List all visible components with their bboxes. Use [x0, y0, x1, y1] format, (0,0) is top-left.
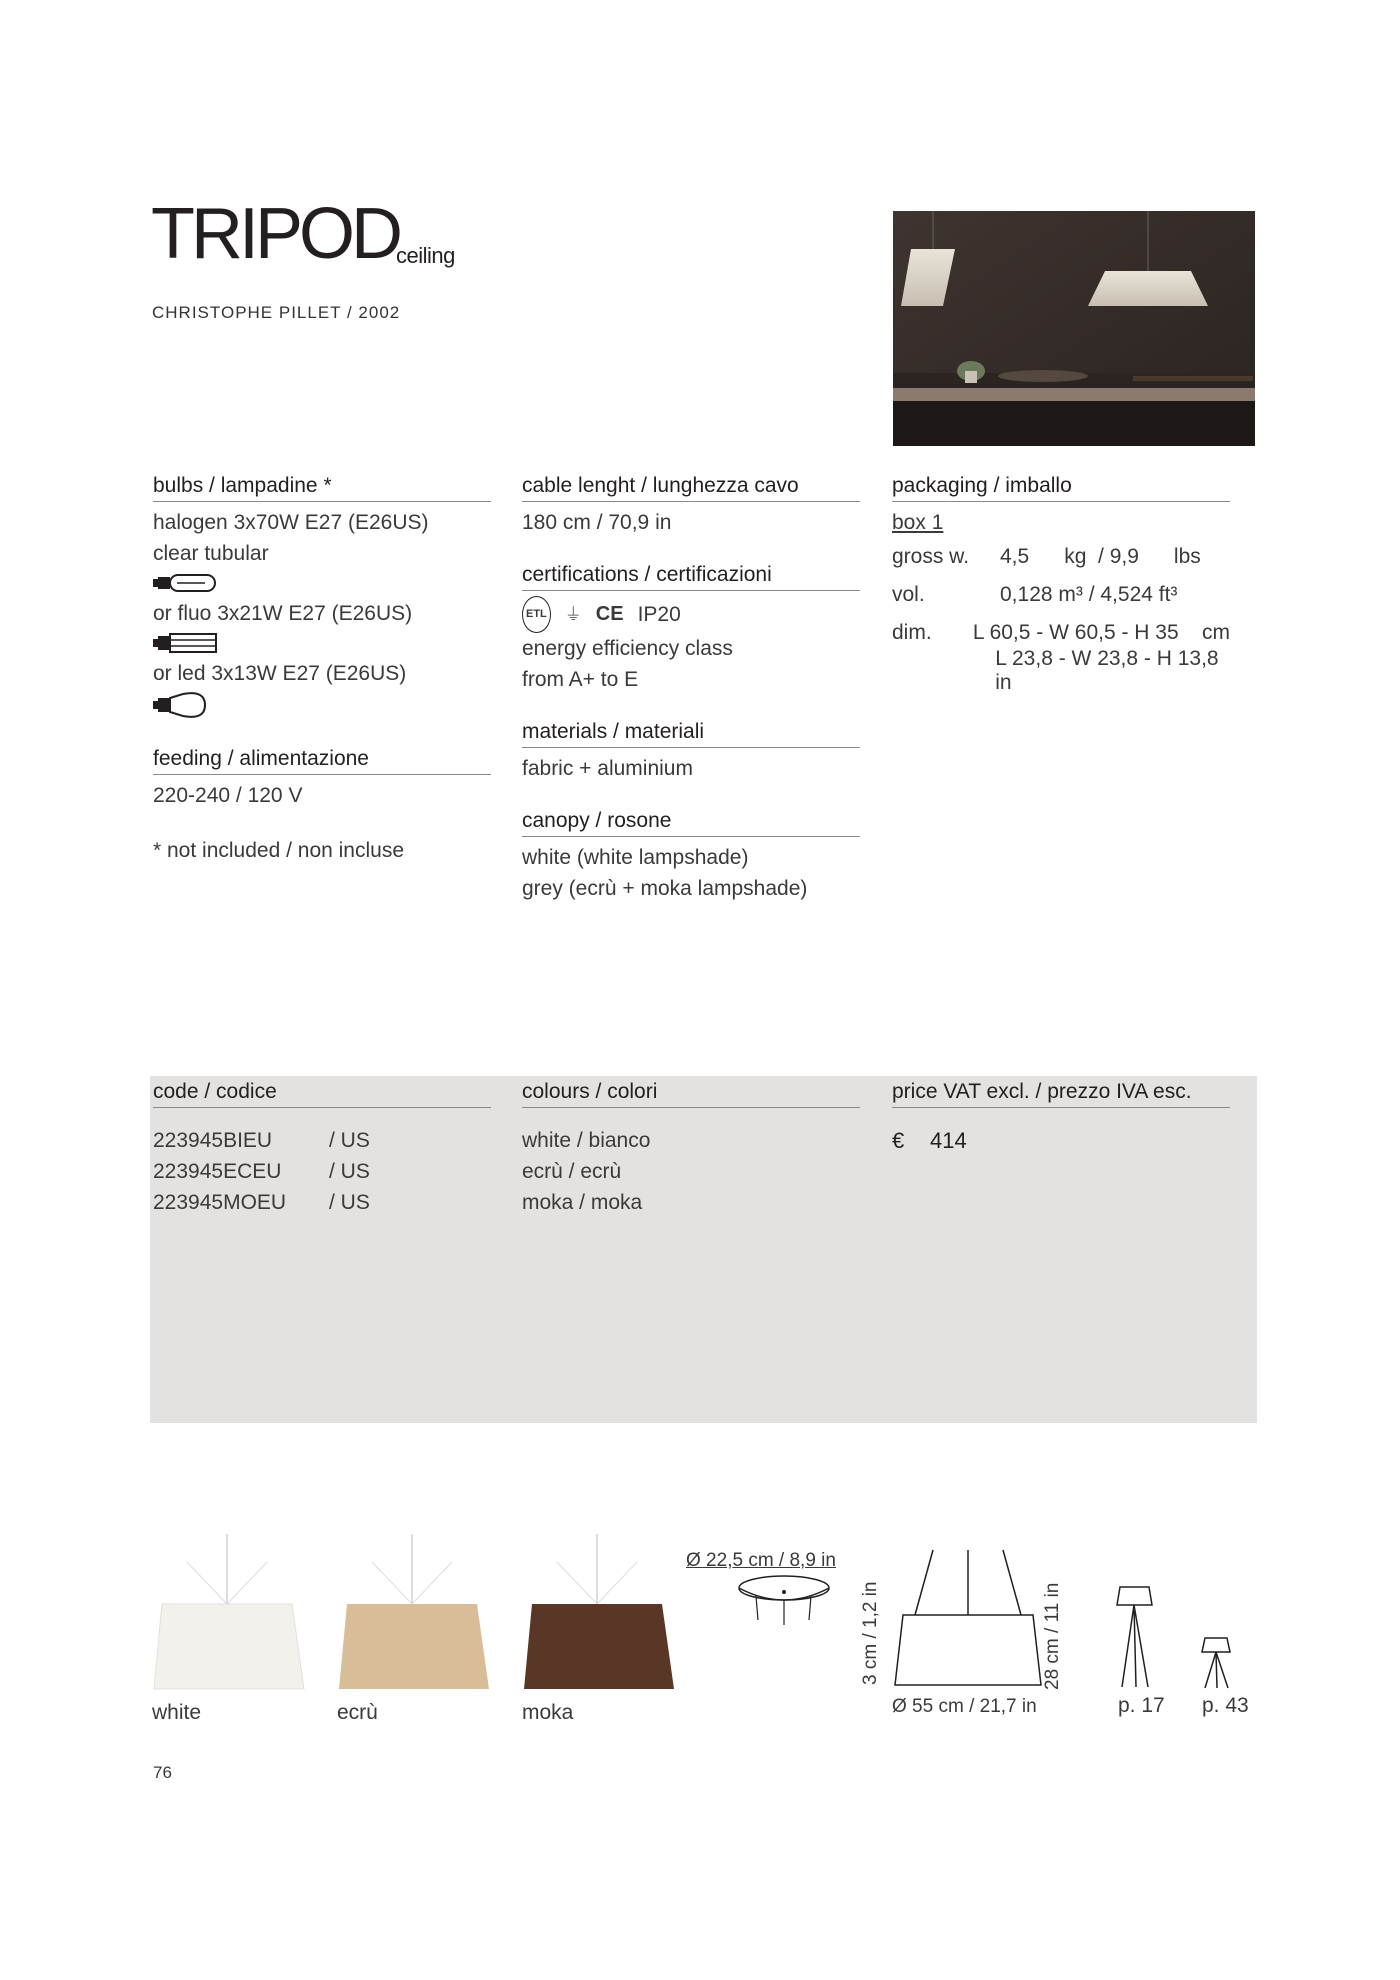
feeding-heading: feeding / alimentazione: [153, 746, 491, 775]
led-bulb-icon: [153, 690, 219, 720]
variant-label: ecrù: [337, 1701, 378, 1724]
code-suffix: / US: [329, 1160, 370, 1183]
materials-heading: materials / materiali: [522, 719, 860, 748]
dimensions-in: L 23,8 - W 23,8 - H 13,8 in: [995, 647, 1219, 694]
price-section: [892, 1079, 1230, 1156]
floor-lamp-icon: [1112, 1585, 1157, 1690]
bulbs-led: or led 3x13W E27 (E26US): [153, 662, 407, 685]
variant-ecru: [337, 1534, 492, 1725]
shade-diameter-label: Ø 55 cm / 21,7 in: [892, 1696, 1037, 1717]
canopy-height-label: 3 cm / 1,2 in: [860, 1581, 881, 1685]
shade-height-label: 28 cm / 11 in: [1042, 1582, 1063, 1690]
cable-value: 180 cm / 70,9 in: [522, 511, 672, 534]
bulbs-fluo: or fluo 3x21W E27 (E26US): [153, 602, 413, 625]
ce-icon: CE: [595, 603, 624, 625]
specs-section: [522, 473, 860, 904]
not-included-note: * not included / non incluse: [153, 839, 405, 862]
canopy-heading: canopy / rosone: [522, 808, 860, 837]
dimensions-cm: L 60,5 - W 60,5 - H 35 cm: [972, 621, 1230, 644]
page-number: 76: [153, 1763, 172, 1782]
variant-white: [152, 1534, 307, 1725]
price-row: [892, 1125, 1230, 1156]
code-row: [153, 1156, 491, 1187]
variant-shade: [339, 1604, 489, 1689]
designer-credit: CHRISTOPHE PILLET / 2002: [152, 303, 401, 322]
codes-section: [153, 1079, 491, 1218]
code-value: 223945ECEU: [153, 1160, 282, 1183]
canopy-diameter-label: Ø 22,5 cm / 8,9 in: [686, 1550, 836, 1571]
lamp-moka-image: [522, 1534, 677, 1694]
ground-icon: ⏚: [564, 605, 582, 624]
colour-item: white / bianco: [522, 1129, 651, 1152]
packaging-section: [892, 473, 1230, 694]
fluo-bulb-icon: [153, 630, 219, 656]
volume-label: vol.: [892, 583, 925, 606]
product-photo: [893, 211, 1255, 446]
shade-drawing: [893, 1545, 1043, 1695]
bulbs-halogen-type: clear tubular: [153, 542, 269, 565]
materials-value: fabric + aluminium: [522, 757, 693, 780]
certification-marks: [522, 596, 860, 633]
dimensions-in-row: [892, 647, 1230, 694]
variant-shade: [524, 1604, 674, 1689]
code-row: [153, 1125, 491, 1156]
volume-value: 0,128 m³ / 4,524 ft³: [1000, 583, 1178, 606]
ip-rating: IP20: [637, 603, 681, 626]
product-subtitle: ceiling: [396, 243, 455, 268]
energy-class-line2: from A+ to E: [522, 668, 639, 691]
bulbs-halogen: halogen 3x70W E27 (E26US): [153, 511, 429, 534]
colours-section: [522, 1079, 860, 1218]
canopy-grey: grey (ecrù + moka lampshade): [522, 877, 808, 900]
currency-symbol: €: [892, 1128, 905, 1153]
colour-item: moka / moka: [522, 1191, 643, 1214]
bulbs-section: [153, 473, 491, 866]
code-value: 223945BIEU: [153, 1129, 273, 1152]
energy-class-line1: energy efficiency class: [522, 637, 733, 660]
dimensions-label: dim.: [892, 621, 932, 644]
code-row: [153, 1187, 491, 1218]
volume-row: [892, 576, 1230, 614]
gross-weight-row: [892, 538, 1230, 576]
canopy-drawing: [736, 1570, 836, 1640]
related-page-link[interactable]: p. 17: [1118, 1694, 1165, 1717]
variant-moka: [522, 1534, 677, 1725]
gross-weight-label: gross w.: [892, 545, 970, 568]
code-suffix: / US: [329, 1129, 370, 1152]
etl-icon: ETL: [522, 596, 551, 633]
product-title: TRIPOD: [151, 194, 400, 274]
code-suffix: / US: [329, 1191, 370, 1214]
lamp-ecru-image: [337, 1534, 492, 1694]
tubular-bulb-icon: [153, 570, 219, 596]
colour-item: ecrù / ecrù: [522, 1160, 622, 1183]
cable-heading: cable lenght / lunghezza cavo: [522, 473, 860, 502]
variant-label: white: [152, 1701, 202, 1724]
canopy-white: white (white lampshade): [522, 846, 749, 869]
gross-weight-value: 4,5 kg / 9,9 lbs: [1000, 545, 1201, 568]
colours-heading: colours / colori: [522, 1079, 860, 1108]
variant-shade: [154, 1604, 304, 1689]
feeding-value: 220-240 / 120 V: [153, 784, 303, 807]
packaging-heading: packaging / imballo: [892, 473, 1230, 502]
variant-label: moka: [522, 1701, 574, 1724]
related-page-link[interactable]: p. 43: [1202, 1694, 1249, 1717]
price-heading: price VAT excl. / prezzo IVA esc.: [892, 1079, 1230, 1108]
certifications-heading: certifications / certificazioni: [522, 562, 860, 591]
price-value: 414: [930, 1128, 967, 1153]
box-label: box 1: [892, 511, 944, 534]
lamp-white-image: [152, 1534, 307, 1694]
table-lamp-icon: [1197, 1636, 1237, 1691]
bulbs-heading: bulbs / lampadine *: [153, 473, 491, 502]
code-value: 223945MOEU: [153, 1191, 287, 1214]
codes-heading: code / codice: [153, 1079, 491, 1108]
